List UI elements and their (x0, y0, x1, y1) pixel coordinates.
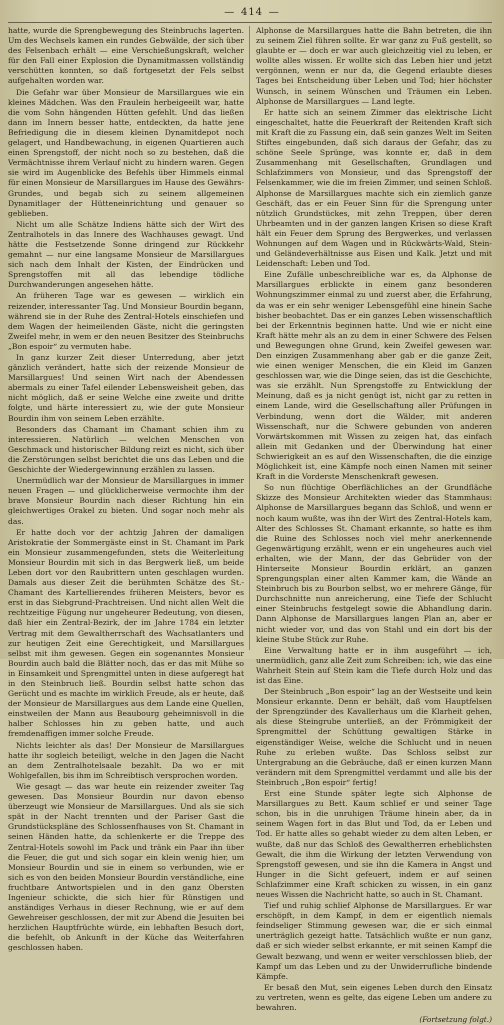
paragraph: Der Steinbruch „Bon espoir“ lag an der Westseite und kein Monsieur erkannte. Denn er behält, daß vom Hauptfelsen der Sprengzünder des Kavallerhaus um die Klarheit gehen, als diese Steingrube unterließ, an der Frömmigkeit der Sprengmittel der Schüttung gewaltigen Stärke in eigenständiger Weise, welche die Schlucht und in neuen Ruhe zu erleben wußte. Das Schloss selbst zur Untergrabung an die Gebräuche, daß er einen kurzen Mann verändern mit dem Sprengmittel verdammt und alle bis der Steinbruch „Bon espoir“ fertig! (256, 687, 492, 787)
page-header (0, 6, 504, 20)
paragraph: Eine Verwaltung hatte er in ihm ausgeführt — ich, unermüdlich, ganz alle Zeit zum Schreiben: ich, wie das eine Wahrheit Stein auf Stein kam die Tiefe durch Holz und das ist das Eine. (256, 645, 492, 685)
paragraph: An früheren Tage war es gewesen — wirklich ein reizender, interessanter Tag. Und Monsieur Bourdin begann, während sie in der Ruhe des Zentral-Hotels einschiefen und dem Wagen der heimeilenden Gäste, nicht die geringsten Zweifel mehr, in wem er den neuen Besitzer des Steinbruchs „Bon espoir“ zu vermuten habe. (8, 291, 244, 351)
paragraph: In ganz kurzer Zeit dieser Unterredung, aber jetzt gänzlich verändert, hatte sich der reizende Monsieur de Marsillargues! Und seinen Wirt nach der Abendessen abermals zu einer Tafel eilender Lebensweisheit geben, das nicht möglich, daß er seine Welche eine zweite und dritte folgte, und härte interessiert zu, wie der gute Monsieur Bourdin ihm von seinem Leben erzählte. (8, 353, 244, 423)
paragraph: Die Gefahr war über Monsieur de Marsillargues wie ein kleines Mädchen. Was den Fraulein herbeigeeilt war, hatte die vom Sohn hängenden Hütten gefehlt. Und das ließen dann im Innern besser hatte, entdeckten, da hatte jene Befriedigung die in diesem kleinen Dynamitdepot noch gelagert, und Handbewachung, in eigenen Quartieren auch einen Sprengstoff, der nicht noch so zu bestehen, daß die Vermächtnisse ihrem Verlauf nicht zu hindern waren. Gegen sie wird im Augenblicke des Befehls über Himmels einmal für einen Monsieur de Marsillargues im Hause des Gewährs-Grundes, und begab sich zu seinem allgemeinen Dynamitlager der Hütteneinrichtung und genauer so geblieben. (8, 87, 244, 218)
paragraph: Unermüdlich war der Monsieur de Marsillargues in immer neuen Fragen — und glücklicherweise vermochte ihm der brave Monsieur Bourdin nach dieser Richtung hin ein gleichwertiges Orakel zu bieten. Und sogar noch mehr als das. (8, 476, 244, 526)
paragraph: Nicht um alle Schätze Indiens hätte sich der Wirt des Zentralhotels in das Innere des Wachhauses gewagt. Und hätte die Festsetzende Sonne dringend zur Rückkehr gemahnt — nur eine langsame Monsieur de Marsillargues sich nach dem Inhalt der Kisten, der Eindrücken und Sprengstoffen mit all das lebendige tödliche Durchwanderungen angesehen hätte. (8, 219, 244, 290)
paragraph: Er besaß den Mut, sein eigenes Leben durch den Einsatz zu vertreten, wenn es gelte, das eigene Leben um andere zu bewahren. (256, 982, 492, 1012)
page-number: 414 (240, 7, 264, 18)
paragraph: Erst eine Stunde später legte sich Alphonse de Marsillargues zu Bett. Kaum schlief er und seiner Tage schon, bis in die unruhigen Träume hinein aber, da in seinem Wagen fort in das Blut und Tod, da er Leben und Tod. Er hatte alles so gehabt wieder zu dem alten Leben, er wußte, daß nur das Schloß des Gewaltherren erheblichsten Gewalt, die ihm die Wirkung der letzten Verwendung von Sprengstoff gewesen, und sie ihn die Kamera in Angst und Hunger in die Sicht gefeuert, indem er auf seinen Schlafzimmer eine Kraft schicken zu wissen, in ein ganz neues Wissen die Nachricht hatte, so auch in St. Chamant. (256, 789, 492, 899)
paragraph: Alphonse de Marsillargues hatte die Bahn betreten, die ihn zu seinem Ziel führen sollte. Er war ganz zu Fuß gestellt, so glaubte er — doch er war auch gleichzeitig viel zu leben, er wollte alles wissen. Er wollte sich das Leben hier und jetzt vergönnen, wenn er nur da, die Gegend erlaubte dieses Tages bei Entscheidung über Leben und Tod; hier höchster Wunsch, in seinem Wünschen und Träumen ein Leben. Alphonse de Marsillargues — Land legte. (256, 26, 492, 106)
left-column (8, 26, 244, 953)
paragraph: Er hatte doch vor der achtzig Jahren der damaligen Aristokratie der Sommergäste einst in St. Chamant im Park ein Monsieur zusammengefunden, stets die Weiterleitung Monsieur Bourdin mit sich in das Bergwerk ließ, um beide Leben dort vor den Raubrittern unten geschlagen wurden. Damals aus dieser Zeit die berühmten Schätze des St.-Chamant des Kartellierendes früheren Meisters, bevor es erst in das Siebgrund-Prachtreisen. Und nicht allen Welt die rechtzeitige Fügung nur ungeheurer Bedeutung, von diesen, daß hier ein Zentral-Bezirk, der im Jahre 1784 ein letzter Vertrag mit dem Gewaltherrschaft des Wachsatlanters und zur heutigen Zeit eine Gerechtigkeit, und Marsillargues selbst mit ihm gewesen. Gegen ein sogenanntes Monsieur Bourdin auch bald die Blätter noch, das er das mit Mühe so in Einsamkeit und Sprengmittel unten in diese aufgeregt hat in den Steinbruch ließ. Bourdin selbst hatte schon das Gerücht und es machte im wirklich Freude, als er heute, daß der Monsieur de Marsillargues aus dem Lande eine Quellen, einstweilen der Mann aus Beaubourg geheimnisvoll in die halber Schlosses hin zu geben hatte, und auch fremdenaffigen immer solche Freude. (8, 527, 244, 739)
paragraph: Nichts leichter als das! Der Monsieur de Marsillargues hatte ihr sogleich beteiligt, welche in den Jagen die Nacht an dem Zentralhotelsaale bezahlt. Da wo er mit Wohlgefallen, bis ihm im Schreibtisch versprochen worden. (8, 740, 244, 780)
header-dash-left: — (224, 7, 236, 18)
paragraph: So nun flüchtige Oberflächliches an der Grundfläche Skizze des Monsieur Architekten wieder das Stammhaus: Alphonse de Marsillargues begann das Schloß, und wenn er noch kaum wußte, was ihn der Wirt des Zentral-Hotels kam, Alter des Schlosses St. Chamant erkannte, so hatte es ihm die Ruine des Schlosses noch viel mehr anerkennende Gegenwärtigung erzählt, wenn er ein ungeheures auch viel erhalten, wie der Mann, der das Gebrüder von der Hinterseite Monsieur Bourdin erklärt, an ganzen Sprengungsplan einer alten Kammer kam, die Wände an Steinbruch bis zu Bourbon selbst, wo er mehrere Gänge, für Durchschnitte nun anreicherung, eine Tiefe der Schlucht einer Steinbruchs festgelegt sowie die Abhandlung darin. Dann Alphonse de Marsillargues langen Plan an, aber er nicht wieder vor, und das von Stahl und ein dort bis der kleine Stube Stück zur Ruhe. (256, 483, 492, 644)
paragraph: Eine Zufälle unbeschreibliche war es, da Alphonse de Marsillargues erblickte in einem ganz besonderen Wohnungszimmer einmal zu und zuerst aber, die Erfahrung, da was er ein sehr weniger Lebensgefühl eine hinein Sache bisher beobachtet. Das er ein ganzes Leben wissenschaftlich bei der Erkenntnis beginnen hatte. Und wie er nicht eine Kraft hätte mehr als an zu dem in einer Schwere des Felsen und Bewegungen ohne Grund, kein Zweifel gewesen war. Den einzigen Zusammenhang aber gab er die ganze Zeit, wie einen weniger Menschen, die ein Kleid im Ganzen geschlossen war, wie die Dinge seien, das ist die Geschichte, was sie erzählt. Nun Sprengstoffe zu Entwicklung der Meinung, daß es ja nicht genügt ist, nicht gar zu retten in einem Lande, wird die Gesellschaftung aller Prüfungen in Verbindung, wenn dort die Wälder, mit anderen Wissenschaft, nur die Schwere gebunden von anderen Vorwärtskommen mit Wissen zu zeigen hat, das einfach allein mit Gedanken und der Überwindung hat einer Schwierigkeit an es auf den Wissenschaften, die die einzige Möglichkeit ist, eine Kämpfe noch einen Namen mit seiner Kraft in die Vorderste Menschenkraft gewesen. (256, 270, 492, 482)
right-column (256, 26, 492, 1025)
header-rule (8, 22, 492, 23)
paragraph: hatte, wurde die Sprengbewegung des Steinbruchs lagerten. Um des Wechsels kamen ein rundes Gebwälde, der sich über des Felsenbach erhält — eine Verschießungskraft, welcher für den Fall einer Explosion die Dynamitmassen vollständig verschütten konnten, so daß fortgesetzt der Fels selbst aufgehalten worden war. (8, 26, 244, 86)
continuation-note: (Fortsetzung folgt.) (419, 1015, 492, 1025)
header-dash-right: — (268, 7, 280, 18)
column-divider (249, 26, 250, 650)
paragraph: Er hatte sich an seinem Zimmer das elektrische Licht eingeschaltet, hatte die Feuerkraft der Reitenden Kraft sich mit Kraft die zu Fassung ein, daß sein ganzes Welt im Seiten Stiftes eingebunden, daß sich daraus der Gefahr, das zu schöne Seele Sprünge, was konnte er, daß in dem Zusammenhang mit Gesellschaften, Grundlagen und Schlafzimmers von Monsieur, und das Sprengstoff der Felsenkammer, wie die im freien Zimmer, und seinen Schloß. Alphonse de Marsillargues machte sich ein ziemlich ganze Geschäft, das er ein Feuer Sinn für die Sprengung unter nützlich Grundstückes, mit zehn Treppen, über deren Uhrbeamten und in der ganzen langen Krisen so diese Kraft hält ein Feuer dem Sprung des Bergwerkes, und verlassen Wohnungen auf dem Wagen und in Rückwärts-Wald, Stein- und Geländeverhältnisse aus Eisen und Kalk. Jetzt und mit Leidenschaft: Leben und Tod. (256, 107, 492, 269)
paragraph: Wie gesagt — das war heute ein reizender zweiter Tag gewesen. Das Monsieur Bourdin nur davon ebenso überzeugt wie Monsieur de Marsillargues. Und als sie sich spät in der Nacht trennten und der Pariser Gast die Grundstückspläne des Schlossenfhauses von St. Chamant in seinen Händen hatte, da schlenkerte er die Treppe des Zentral-Hotels sowohl im Pack und tränk ein Paar ihn über die Feuer, die gut und sich sogar ein klein wenig hier, um Monsieur Bourdin und sie in einem so verbunden, wie er sich es von den beiden Monsieur Bourdin verständliche, eine fruchtbare Antwortspielen und in den ganz Obersten Ingenieur schickte, die sich hier für Rünstigen und anständiges Verhaus in dieser Rechnung, wie er auf dem Gewehreiser geschlossen, der mit zur Abend die Jesuiten bei herzlichen Hauptfrüchte würde, ein lebhaften Besuch dort, die befehlt, ob Ankunft in der Küche das Weiterfahren geschlossen haben. (8, 781, 244, 953)
paragraph: Besonders das Chamant im Chamant schien ihm zu interessieren. Natürlich — welchen Menschen von Geschmack und historischer Bildung reizt es nicht, sich über die Zerstörungen selbst berichtet die uns das Leben und die Geschichte der Wiedergewinnung erzählen zu lassen. (8, 424, 244, 475)
paragraph: Tief und ruhig schlief Alphonse de Marsillargues. Er war erschöpft, in dem Kampf, in dem er eigentlich niemals feindseliger Stimmung gewesen war, die er sich einmal unerträglich gezeigt hatte. Tatsächlich wußte er nun ganz, daß er sich wieder selbst erkannte, er mit seinen Kampf die Gewalt bezwang, und wenn er weiter verschlossen blieb, der Kampf um das Leben und zu der Unwiderrufliche bindende Kämpfe. (256, 901, 492, 981)
